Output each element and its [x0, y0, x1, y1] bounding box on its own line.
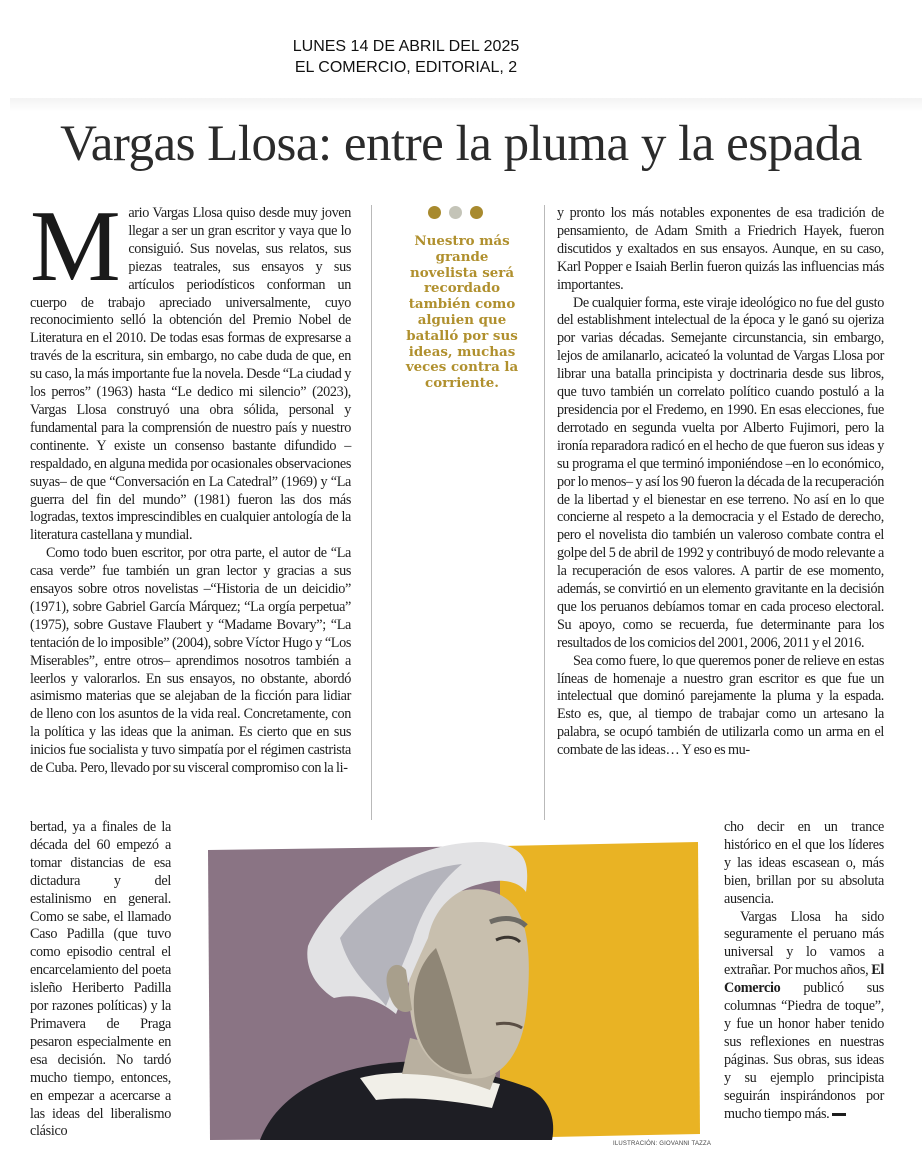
- column-left-continued: [30, 819, 171, 1141]
- column-rule-left: [371, 205, 372, 820]
- column-rule-right: [544, 205, 545, 820]
- headline: Vargas Llosa: entre la pluma y la espada: [60, 116, 862, 172]
- paragraph-2: Como todo buen escritor, por otra parte, el autor de “La casa verde” fue también un gran lector y gracias a sus ensayos sobre otros novelistas –“Historia de un deicidio” (1971), sobre Gabriel García Márquez; “La orgía perpetua” (1975), sobre Gustave Flaubert y “Madame Bovary”; “La tentación de lo imposible” (2004), sobre Víctor Hugo y “Los Miserables”, entre otros– aprendimos nosotros también a leerlos y valorarlos. En sus ensayos, no obstante, abordó asimismo materias que se alejaban de la ficción para lidiar de lleno con los asuntos de la vida real. Concretamente, con la política y las ideas que la animan. Es cierto que en sus inicios fue socialista y tuvo simpatía por el régimen castrista de Cuba. Pero, llevado por su visceral compromiso con la li-: [30, 545, 351, 777]
- dateline-date: LUNES 14 DE ABRIL DEL 2025: [292, 38, 520, 55]
- paragraph-4: De cualquier forma, este viraje ideológico no fue del gusto del establishment intelectual de la época y le ganó su ojeriza por varias décadas. Semejante circunstancia, sin embargo, lejos de amilanarlo, acicateó la voluntad de Vargas Llosa por librar una batalla principista y doctrinaria desde sus libros, que tuvo también un correlato político cuando postuló a la presidencia por el Fredemo, en 1990. En esas elecciones, fue derrotado en segunda vuelta por Alberto Fujimori, pero la ironía reparadora radicó en el hecho de que fueron sus ideas y su programa el que terminó imponiéndose –en lo económico, por lo menos– y así los 90 fueron la década de la recuperación de la libertad y el bienestar en ese terreno. No así en lo que concierne al respeto a la democracia y el Estado de derecho, pero el novelista dio también un valeroso combate contra el golpe del 5 de abril de 1992 y contribuyó de modo relevante a la recuperación de esos valores. A partir de ese momento, además, se convirtió en un elemento gravitante en la decisión que los peruanos debíamos tomar en cada proceso electoral. Su apoyo, como se recuerda, fue determinante para los resultados de los comicios del 2001, 2006, 2011 y el 2016.: [557, 294, 884, 651]
- paragraph-6-text-a: Vargas Llosa ha sido seguramente el peruano más universal y lo vamos a extrañar. Por muchos años,: [724, 908, 884, 979]
- page-top-shadow: [10, 98, 922, 112]
- portrait-illustration: [200, 838, 704, 1140]
- illustration-credit: ILUSTRACIÓN: GIOVANNI TAZZA: [613, 1141, 712, 1147]
- column-right: [557, 205, 884, 760]
- dateline-source: EL COMERCIO, EDITORIAL, 2: [294, 59, 518, 76]
- paragraph-5: Sea como fuere, lo que queremos poner de relieve en estas líneas de homenaje a nuestro gran escritor es que fue un intelectual que dominó parejamente la pluma y la espada. Esto es, que, al tiempo de trabajar como un artesano la palabra, se ocupó también de utilizarla como un arma en el combate de las ideas… Y eso es mu-: [557, 652, 884, 759]
- brand-name: El Comercio: [724, 962, 884, 997]
- paragraph-2-continued: bertad, ya a finales de la década del 60 empezó a tomar distancias de esa dictadura y del estalinismo en general. Como se sabe, el llamado Caso Padilla (que tuvo como episodio central el encarcelamiento del poeta isleño Heriberto Padilla por razones políticas) y la Primavera de Praga pesaron especialmente en esa decisión. No tardó mucho tiempo, entonces, en empezar a acercarse a las ideas del liberalismo clásico: [30, 819, 171, 1140]
- pullquote-ornament: [428, 206, 488, 222]
- pullquote: Nuestro más grande novelista será recordado también como alguien que batalló por sus ideas, muchas veces contra la corriente.: [405, 233, 519, 392]
- end-mark: [832, 1113, 846, 1116]
- paragraph-3: y pronto los más notables exponentes de esa tradición de pensamiento, de Adam Smith a Friedrich Hayek, fueron discutidos y exaltados en sus ensayos. Aunque, en su caso, Karl Popper e Isaiah Berlin fueron quizás las influencias más importantes.: [557, 205, 884, 293]
- dateline: [272, 36, 540, 78]
- paragraph-1: [30, 190, 351, 545]
- column-left: [30, 190, 351, 778]
- ornament-dot: [470, 206, 483, 219]
- paragraph-6: [724, 909, 884, 1124]
- drop-cap: M: [30, 190, 121, 303]
- paragraph-6-text-b: publicó sus columnas “Piedra de toque”, y fue un honor haber tenido sus reflexiones en nuestras páginas. Sus obras, sus ideas y su ejemplo principista seguirán inspirándonos por mucho tiempo más.: [724, 980, 884, 1122]
- ornament-dot: [449, 206, 462, 219]
- paragraph-5-continued: cho decir en un trance histórico en el que los líderes y las ideas escasean o, más bien, brillan por su absoluta ausencia.: [724, 819, 884, 907]
- paragraph-1-text: ario Vargas Llosa quiso desde muy joven llegar a ser un gran escritor y vaya que lo consiguió. Sus novelas, sus relatos, sus piezas teatrales, sus ensayos y sus artículos periodísticos conforman un cuerpo de trabajo apreciado universalmente, cuyo reconocimiento selló la obtención del Premio Nobel de Literatura en el 2010. De todas esas formas de expresarse a través de la escritura, sin embargo, no cabe duda de que, en su caso, la más importante fue la novela. Desde “La ciudad y los perros” (1963) hasta “Le dedico mi silencio” (2023), Vargas Llosa construyó una obra sólida, personal y fundamental para la comprensión de nuestro país y nuestro continente. Y existe un consenso bastante difundido –respaldado, en alguna medida por ocasionales observaciones suyas– de que “Conversación en La Catedral” (1969) y “La guerra del fin del mundo” (1981) fueron las dos más logradas, textos imprescindibles en cualquier antología de la literatura castellana y mundial.: [30, 205, 351, 544]
- ornament-dot: [428, 206, 441, 219]
- column-right-continued: [724, 819, 884, 1123]
